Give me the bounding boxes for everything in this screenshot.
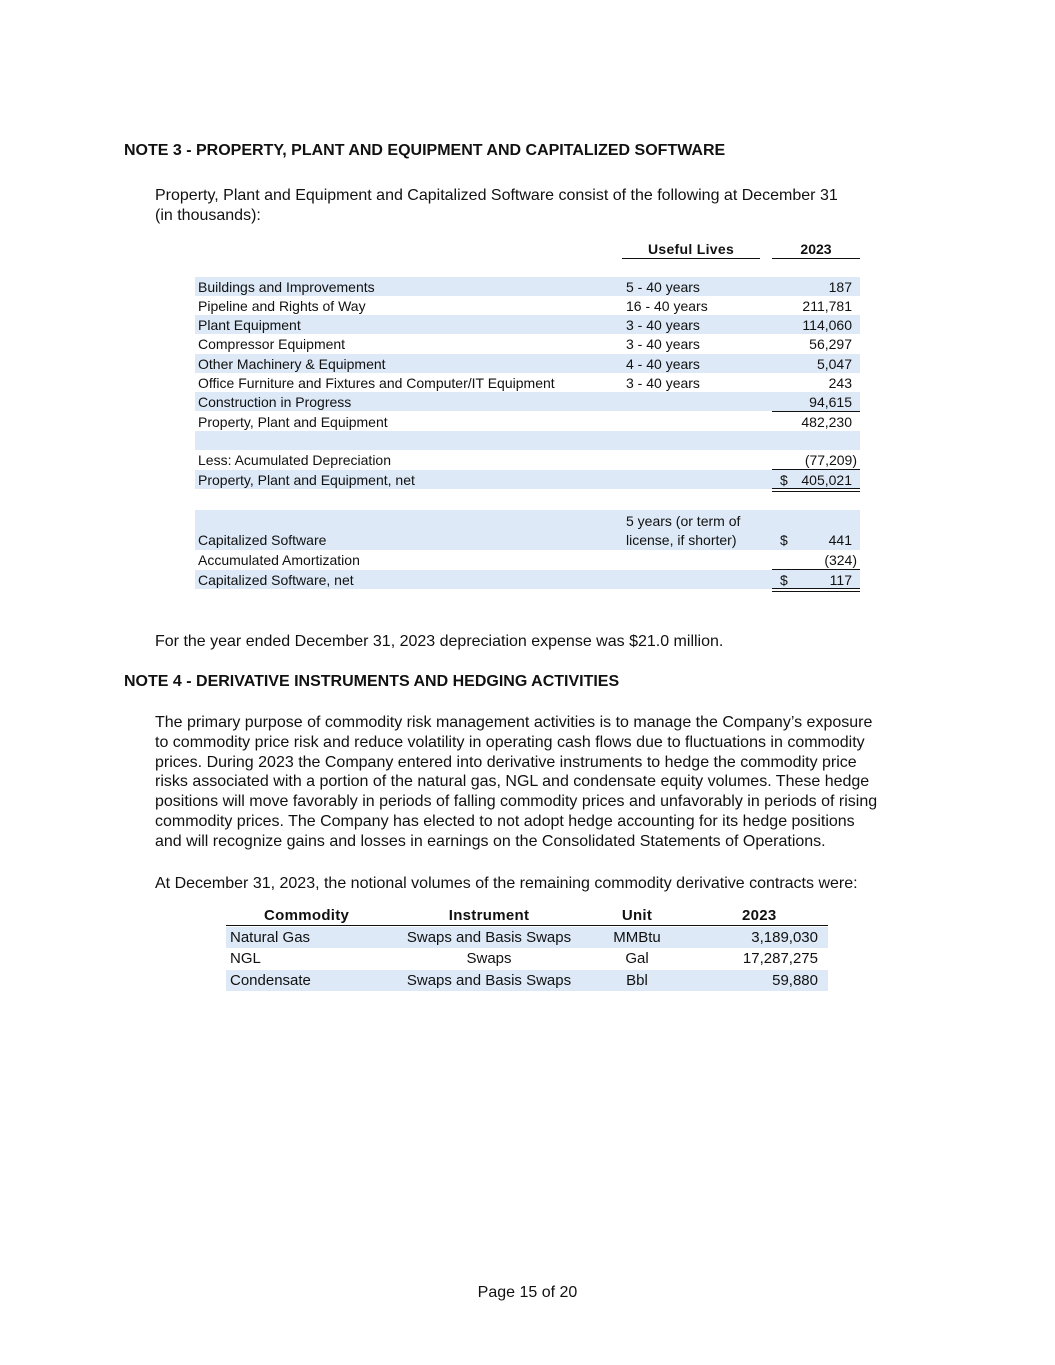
cell-value: 17,287,275 [742,950,818,967]
row-value: 243 [828,375,852,391]
note3-intro-line2: (in thousands): [155,206,261,224]
cell-instrument: Swaps and Basis Swaps [406,972,572,989]
row-label: Plant Equipment [198,317,301,333]
row-value: (77,209) [804,452,857,468]
cell-commodity: NGL [230,950,261,967]
note3-intro-line1: Property, Plant and Equipment and Capitalized Software consist of the following at December 31 [155,187,838,204]
ppe-row-compressor [195,334,860,353]
year-underline [772,258,860,259]
paragraph-line: prices. During 2023 the Company entered into derivative instruments to hedge the commodity price [155,753,857,771]
row-life: 3 - 40 years [626,336,700,352]
col-header-2023: 2023 [800,241,832,257]
row-value: 114,060 [802,317,852,333]
cell-commodity: Condensate [230,972,311,989]
row-value: 441 [828,532,852,548]
note4-paragraph [155,713,931,852]
row-value: 211,781 [802,298,852,314]
row-life: 3 - 40 years [626,317,700,333]
cell-instrument: Swaps [466,950,512,967]
paragraph-line: commodity prices. The Company has elected to not adopt hedge accounting for its hedge positions [155,812,855,830]
header-year: 2023 [742,907,777,924]
row-life-line1: 5 years (or term of [626,513,741,529]
cell-instrument: Swaps and Basis Swaps [406,929,572,946]
row-label: Capitalized Software [198,532,327,548]
row-label: Construction in Progress [198,394,352,410]
row-label: Other Machinery & Equipment [198,356,386,372]
page-number: Page 15 of 20 [477,1284,578,1301]
header-instrument: Instrument [448,907,530,924]
row-value: 482,230 [801,414,852,430]
ppe-row-other-machinery [195,354,860,373]
row-label: Capitalized Software, net [198,572,354,588]
note3-heading: NOTE 3 - PROPERTY, PLANT AND EQUIPMENT AND CAPITALIZED SOFTWARE [124,142,726,159]
row-value: 5,047 [816,356,852,372]
row-label: Office Furniture and Fixtures and Computer/IT Equipment [198,375,555,391]
paragraph-line: to commodity price risk and reduce volatility in operating cash flows due to fluctuations in commodity [155,733,865,751]
row-value: 56,297 [809,336,852,352]
cell-unit: MMBtu [613,929,661,946]
ppe-row-amortization [195,550,860,569]
cell-unit: Gal [625,950,649,967]
derivatives-header-row [226,905,828,926]
ppe-row-ppe-net [195,470,860,489]
dollar-sign: $ [780,532,788,548]
row-value: (324) [824,552,857,568]
note3-intro [155,186,915,226]
row-life: 4 - 40 years [626,356,700,372]
paragraph-line: positions will move favorably in periods of falling commodity prices and unfavorably in periods of rising [155,793,878,811]
derivatives-row-natural-gas [226,927,828,948]
derivatives-row-condensate [226,970,828,991]
note4-heading: NOTE 4 - DERIVATIVE INSTRUMENTS AND HEDGING ACTIVITIES [124,673,620,690]
row-label: Property, Plant and Equipment, net [198,472,415,488]
row-value: 117 [829,572,852,588]
ppe-row-pipeline [195,296,860,315]
header-unit: Unit [621,907,653,924]
volumes-intro: At December 31, 2023, the notional volumes of the remaining commodity derivative contracts were: [155,875,858,892]
row-value: 405,021 [801,472,852,488]
ppe-row-buildings [195,277,860,296]
row-label: Buildings and Improvements [198,279,375,295]
row-value: 94,615 [809,394,852,410]
dollar-sign: $ [780,572,788,588]
row-label: Property, Plant and Equipment [198,414,388,430]
row-life: 16 - 40 years [626,298,708,314]
ppe-row-plant [195,315,860,334]
useful-lives-underline [622,258,760,259]
row-life: 5 - 40 years [626,279,700,295]
row-label: Pipeline and Rights of Way [198,298,366,314]
cell-commodity: Natural Gas [230,929,311,946]
row-label: Less: Acumulated Depreciation [198,452,391,468]
ppe-row-depreciation [195,450,860,469]
paragraph-line: and will recognize gains and losses in earnings on the Consolidated Statements of Operations. [155,832,826,850]
software-net-double-underline [772,588,860,592]
cell-value: 3,189,030 [751,929,818,946]
paragraph-line: risks associated with a portion of the natural gas, NGL and condensate equity volumes. These hedge [155,773,870,791]
ppe-net-double-underline [772,488,860,492]
ppe-row-construction [195,392,860,411]
row-life: 3 - 40 years [626,375,700,391]
paragraph-line: The primary purpose of commodity risk management activities is to manage the Company’s exposure [155,714,873,731]
col-header-useful-lives: Useful Lives [647,241,735,257]
ppe-row-software [195,510,860,550]
cell-value: 59,880 [772,972,818,989]
row-value: 187 [828,279,852,295]
ppe-row-office [195,373,860,392]
ppe-row-spacer [195,431,860,450]
ppe-row-software-net [195,570,860,589]
cell-unit: Bbl [626,972,648,989]
dollar-sign: $ [780,472,788,488]
header-commodity: Commodity [264,907,350,924]
ppe-row-ppe-total [195,412,860,431]
depreciation-note: For the year ended December 31, 2023 depreciation expense was $21.0 million. [155,633,724,650]
row-life-line2: license, if shorter) [626,532,737,548]
row-label: Accumulated Amortization [198,552,360,568]
derivatives-header-rule [226,925,828,926]
derivatives-row-ngl [226,948,828,969]
row-label: Compressor Equipment [198,336,346,352]
